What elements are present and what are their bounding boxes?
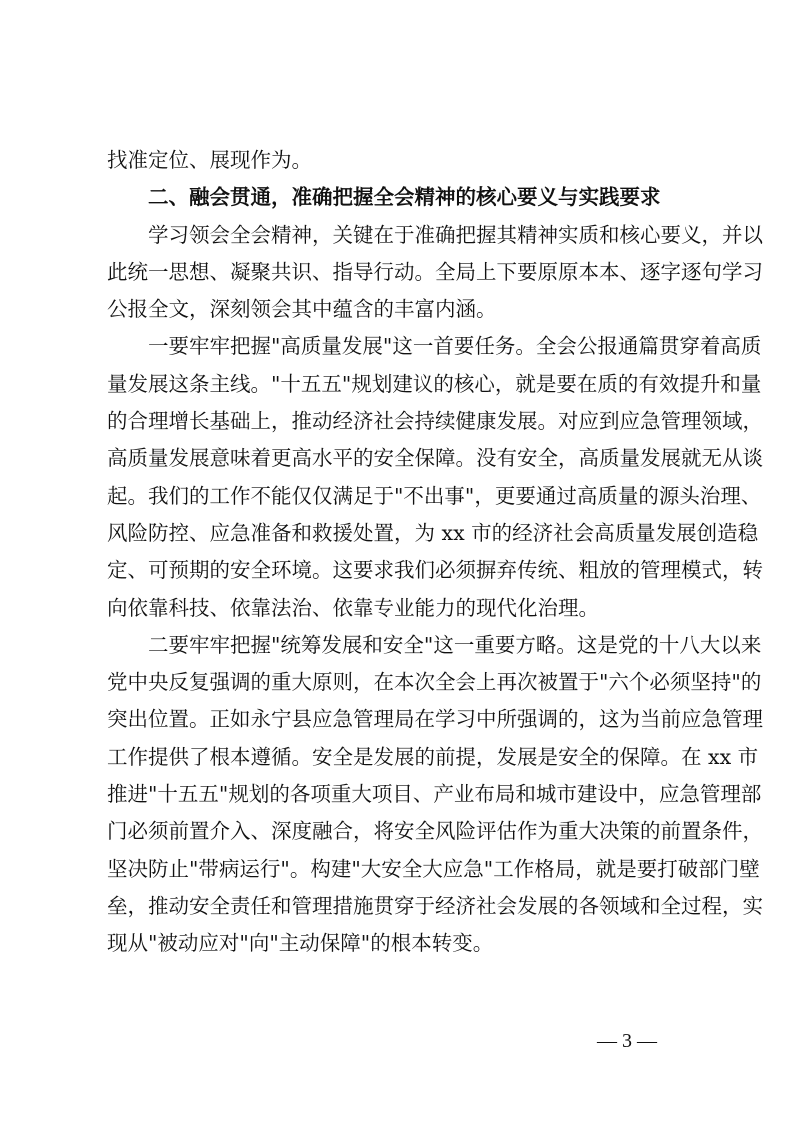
paragraph-line: 起。我们的工作不能仅仅满足于"不出事"，更要通过高质量的源头治理、: [107, 483, 762, 508]
paragraph-line: 的合理增长基础上，推动经济社会持续健康发展。对应到应急管理领域，: [107, 409, 763, 434]
paragraph-line: 现从"被动应对"向"主动保障"的根本转变。: [107, 931, 494, 956]
document-body: [107, 142, 763, 963]
paragraph-line: 门必须前置介入、深度融合，将安全风险评估作为重大决策的前置条件，: [107, 819, 763, 844]
paragraph-line: 工作提供了根本遵循。安全是发展的前提，发展是安全的保障。在 xx 市: [107, 744, 759, 769]
paragraph-line: 公报全文，深刻领会其中蕴含的丰富内涵。: [107, 297, 497, 322]
paragraph-line: 向依靠科技、依靠法治、依靠专业能力的现代化治理。: [107, 595, 599, 620]
paragraph-line: 此统一思想、凝聚共识、指导行动。全局上下要原原本本、逐字逐句学习: [107, 259, 763, 284]
paragraph-line: 党中央反复强调的重大原则，在本次全会上再次被置于"六个必须坚持"的: [107, 670, 762, 695]
paragraph-line: 推进"十五五"规划的各项重大项目、产业布局和城市建设中，应急管理部: [107, 782, 762, 807]
paragraph-line: 风险防控、应急准备和救援处置，为 xx 市的经济社会高质量发展创造稳: [107, 520, 759, 545]
paragraph: [107, 217, 763, 329]
paragraph: [107, 627, 763, 963]
paragraph-line: 学习领会全会精神，关键在于准确把握其精神实质和核心要义，并以: [148, 222, 763, 247]
page-number: — 3 —: [597, 1030, 657, 1052]
paragraph-line: 一要牢牢把握"高质量发展"这一首要任务。全会公报通篇贯穿着高质: [148, 334, 762, 359]
paragraph: [107, 328, 763, 626]
section-heading: 二、融会贯通，准确把握全会精神的核心要义与实践要求: [148, 185, 661, 210]
paragraph-line: 高质量发展意味着更高水平的安全保障。没有安全，高质量发展就无从谈: [107, 446, 763, 471]
paragraph-line: 垒，推动安全责任和管理措施贯穿于经济社会发展的各领域和全过程，实: [107, 893, 763, 918]
continuation-line: 找准定位、展现作为。: [107, 148, 312, 172]
paragraph-line: 坚决防止"带病运行"。构建"大安全大应急"工作格局，就是要打破部门壁: [107, 856, 760, 881]
paragraph-line: 突出位置。正如永宁县应急管理局在学习中所强调的，这为当前应急管理: [107, 707, 763, 732]
paragraph-line: 定、可预期的安全环境。这要求我们必须摒弃传统、粗放的管理模式，转: [107, 558, 763, 583]
paragraph-line: 量发展这条主线。"十五五"规划建议的核心，就是要在质的有效提升和量: [107, 371, 762, 396]
paragraph-line: 二要牢牢把握"统筹发展和安全"这一重要方略。这是党的十八大以来: [148, 632, 762, 657]
paragraphs: [107, 217, 763, 963]
